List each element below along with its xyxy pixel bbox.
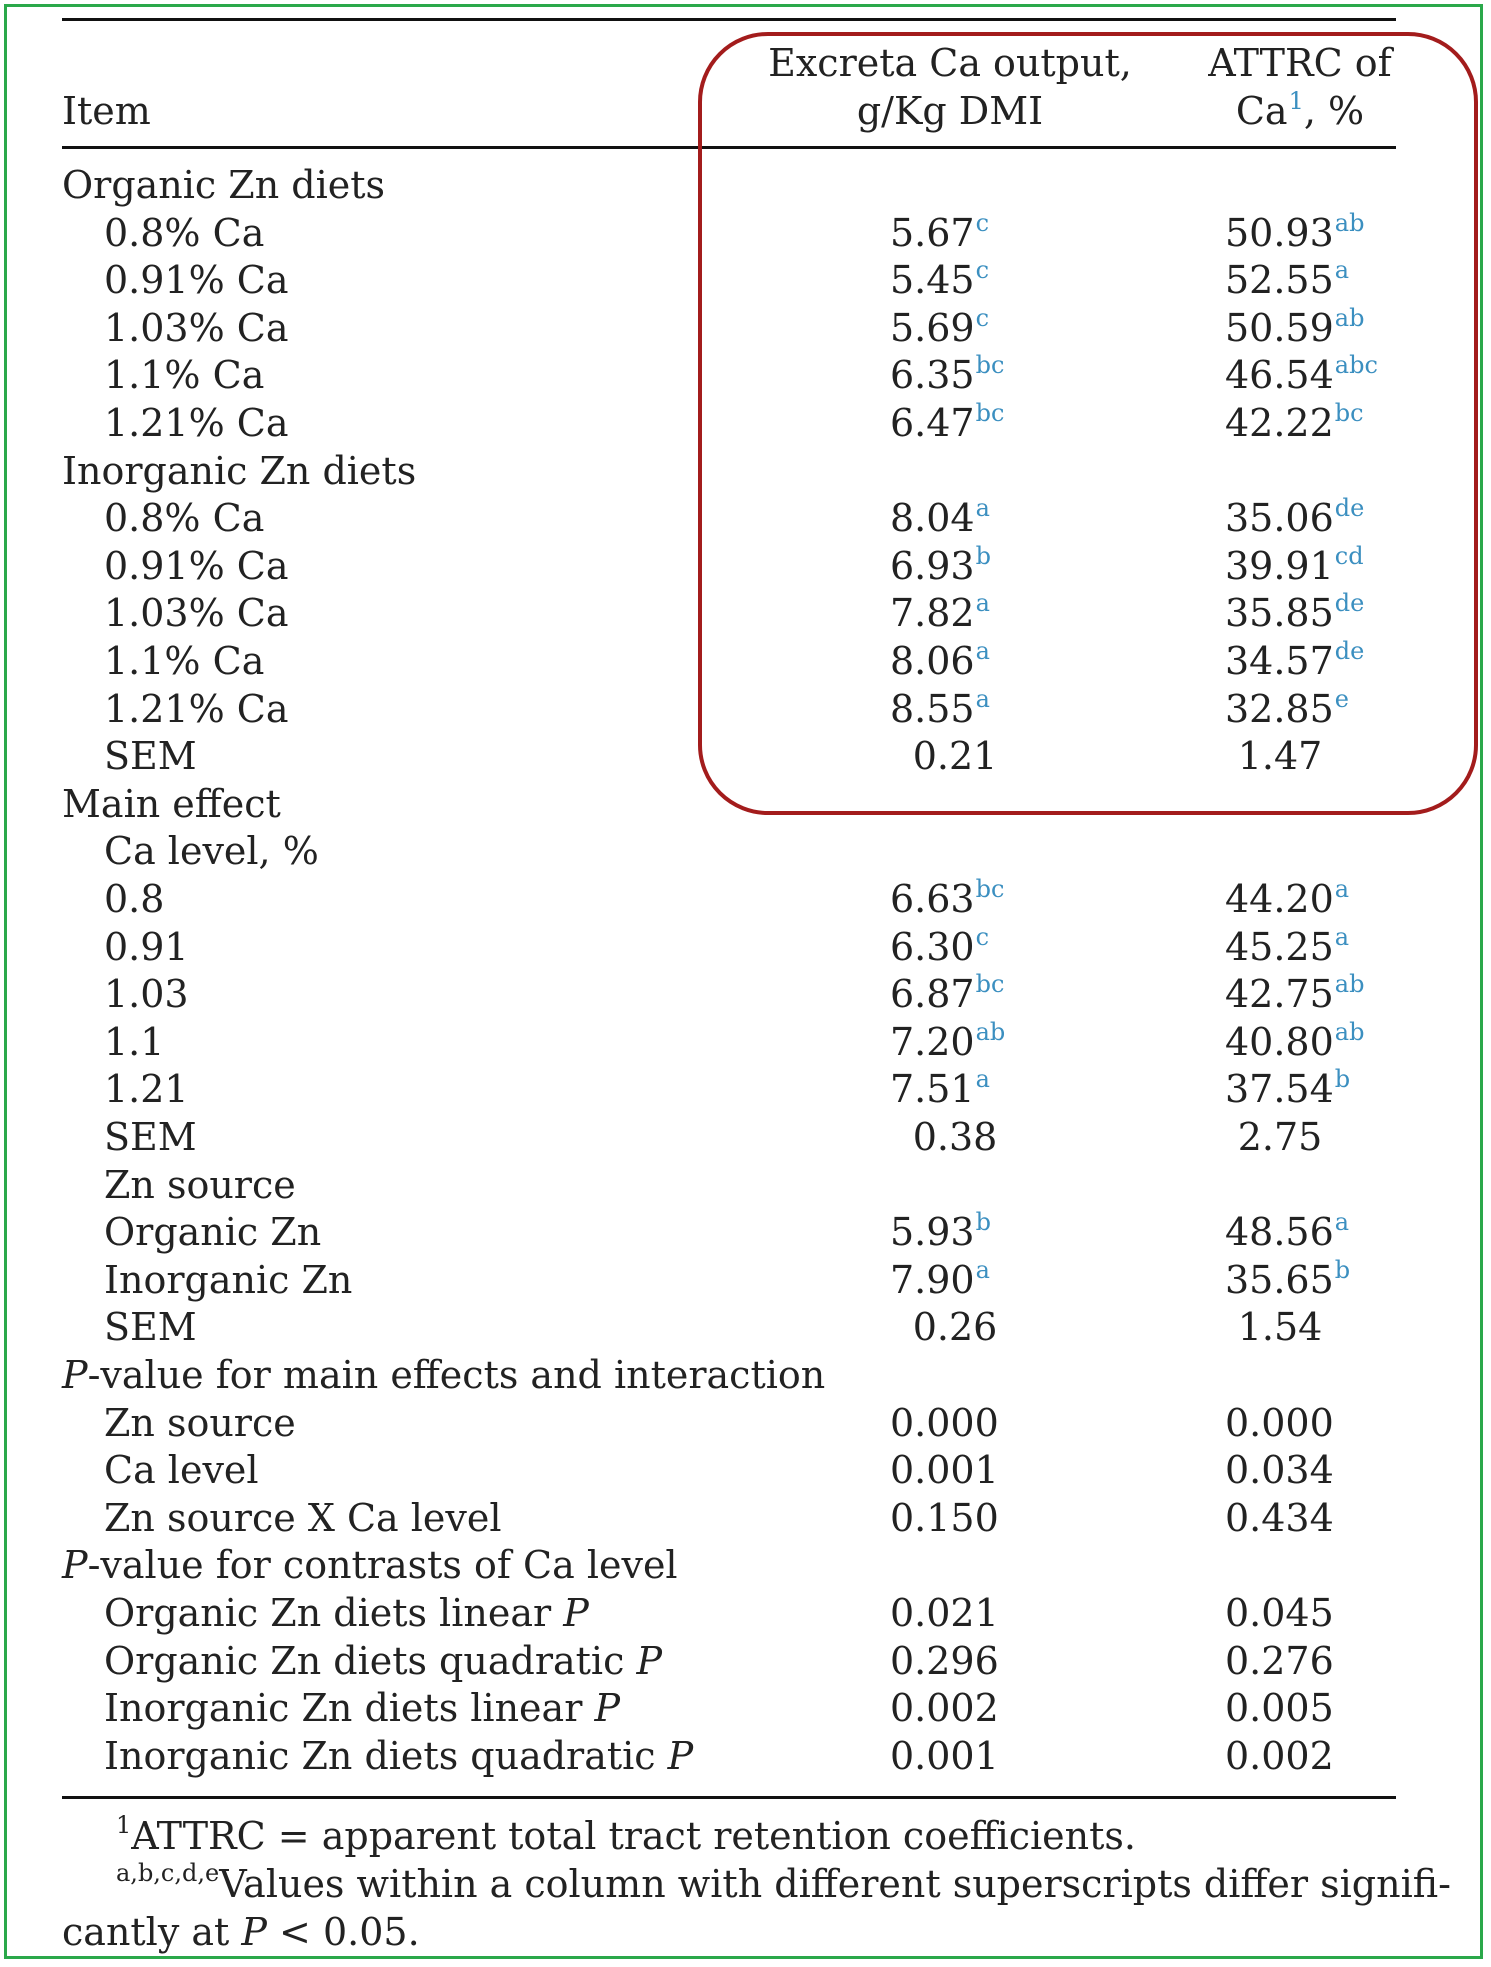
excreta-ca-value-superscript: b [975,542,991,570]
footnote-3-pre: cantly at [62,1910,242,1954]
attrc-value-number: 2.75 [1237,1115,1323,1159]
attrc-value [1220,1304,1340,1350]
attrc-value-number: 46.54 [1225,353,1334,397]
row-label [104,1304,197,1350]
attrc-value [1220,733,1340,779]
row-label-italic-p: P [667,1734,694,1778]
attrc-value [1225,686,1349,732]
excreta-ca-value-superscript: a [975,494,990,522]
row-label [62,162,385,208]
row-label-text: 0.91% Ca [104,258,289,302]
row-label [104,876,164,922]
excreta-ca-value-number: 0.296 [890,1639,999,1683]
excreta-ca-value [890,305,989,351]
row-label-text: 1.1% Ca [104,639,265,683]
row-label-text: Ca level, % [104,829,319,873]
row-label [104,1114,197,1160]
attrc-value-superscript: b [1334,1256,1351,1284]
attrc-value-superscript: a [1334,1208,1350,1236]
excreta-ca-value-number: 7.51 [890,1067,975,1111]
row-label [104,257,289,303]
attrc-value [1225,1590,1334,1636]
excreta-ca-value [890,1209,991,1255]
attrc-value-number: 48.56 [1225,1210,1334,1254]
attrc-value-superscript: ab [1334,304,1365,332]
excreta-ca-value-superscript: a [975,1065,990,1093]
row-label-text: Main effect [62,782,281,826]
attrc-value [1225,1257,1350,1303]
row-label [62,1352,825,1398]
row-label [104,1162,296,1208]
row-label [104,1447,259,1493]
row-label-text: Organic Zn diets quadratic [104,1639,637,1683]
header-col1-line2: g/Kg DMI [856,89,1044,133]
excreta-ca-value-number: 5.45 [890,258,975,302]
excreta-ca-value-number: 5.67 [890,211,975,255]
excreta-ca-value [890,590,990,636]
attrc-value-superscript: bc [1334,399,1364,427]
attrc-value-number: 39.91 [1225,544,1334,588]
row-label [104,305,289,351]
excreta-ca-value-number: 0.38 [912,1115,998,1159]
row-label [62,1542,678,1588]
row-label [104,733,197,779]
attrc-value [1225,495,1364,541]
row-label [104,828,319,874]
attrc-value-superscript: ab [1334,970,1365,998]
row-label-text: 1.1 [104,1020,165,1064]
attrc-value-number: 40.80 [1225,1020,1334,1064]
excreta-ca-value-number: 0.002 [890,1686,999,1730]
excreta-ca-value-superscript: c [975,256,990,284]
row-label [104,924,189,970]
row-label [104,1257,352,1303]
row-label-text: Organic Zn diets [62,163,385,207]
excreta-ca-value-number: 0.000 [890,1401,999,1445]
row-label-text: Inorganic Zn diets [62,449,417,493]
excreta-ca-value-superscript: bc [975,399,1005,427]
row-label [104,495,264,541]
attrc-value-number: 35.85 [1225,591,1334,635]
excreta-ca-value-superscript: ab [975,1018,1006,1046]
excreta-ca-value-number: 7.82 [890,591,975,635]
row-label-text: 1.03 [104,972,189,1016]
excreta-ca-value [890,924,989,970]
attrc-value [1225,210,1364,256]
row-label [104,1495,502,1541]
header-col2-ca: Ca [1235,89,1288,133]
row-label-text: SEM [104,1305,197,1349]
excreta-ca-value [890,1733,999,1779]
attrc-value [1225,1400,1334,1446]
excreta-ca-value-superscript: b [975,1208,991,1236]
row-label-text: Organic Zn diets linear [104,1591,564,1635]
excreta-ca-value [890,1400,999,1446]
row-label [104,352,264,398]
excreta-ca-value [890,257,989,303]
excreta-ca-value [895,733,1015,779]
row-label-italic-p: P [62,1543,88,1587]
row-label [104,1019,164,1065]
excreta-ca-value-number: 0.26 [912,1305,998,1349]
attrc-value-number: 50.59 [1225,306,1334,350]
attrc-value [1225,1066,1350,1112]
excreta-ca-value-number: 0.150 [890,1496,999,1540]
attrc-value [1225,1495,1334,1541]
row-label-text: 1.1% Ca [104,353,265,397]
attrc-value-number: 42.22 [1225,401,1334,445]
row-label-text: Inorganic Zn [104,1258,353,1302]
row-label-text: 0.91% Ca [104,544,289,588]
attrc-value [1225,924,1349,970]
attrc-value [1225,590,1364,636]
row-label [62,781,281,827]
excreta-ca-value-number: 7.20 [890,1020,975,1064]
attrc-value-number: 0.276 [1225,1639,1334,1683]
attrc-value [1225,543,1364,589]
excreta-ca-value-superscript: a [975,637,990,665]
footnote-2 [116,1860,1451,1908]
row-label-text: 1.03% Ca [104,306,289,350]
attrc-value-number: 45.25 [1225,925,1334,969]
row-label [104,1638,662,1684]
excreta-ca-value-number: 8.06 [890,639,975,683]
row-label [104,1400,296,1446]
footnote-1-text: ATTRC = apparent total tract retention coefficients. [131,1814,1136,1858]
excreta-ca-value [890,1495,999,1541]
row-label [104,1685,620,1731]
row-label-text: 1.21% Ca [104,687,289,731]
row-label-text: 1.21 [104,1067,189,1111]
excreta-ca-value-number: 0.001 [890,1448,999,1492]
footnote-1 [116,1812,1136,1860]
attrc-value-number: 34.57 [1225,639,1334,683]
attrc-value-number: 50.93 [1225,211,1334,255]
row-label [104,686,289,732]
top-rule [62,18,1396,21]
attrc-value-number: 0.005 [1225,1686,1334,1730]
row-label [104,638,264,684]
attrc-value [1225,400,1364,446]
excreta-ca-value [890,210,989,256]
attrc-value-superscript: b [1334,1065,1351,1093]
header-item: Item [62,89,151,133]
attrc-value [1225,1733,1334,1779]
attrc-value-number: 1.47 [1237,734,1323,778]
row-label-text: 0.8 [104,877,165,921]
row-label-text: 0.8% Ca [104,496,265,540]
attrc-value-superscript: de [1334,494,1365,522]
attrc-value [1225,971,1364,1017]
attrc-value-number: 0.045 [1225,1591,1334,1635]
footnote-3-italic-p: P [241,1910,267,1954]
excreta-ca-value-superscript: c [975,209,990,237]
row-label [104,1066,189,1112]
excreta-ca-value [890,686,990,732]
attrc-value [1225,1685,1334,1731]
excreta-ca-value [890,1685,999,1731]
row-label-text: Zn source [104,1401,296,1445]
row-label [104,971,189,1017]
excreta-ca-value-superscript: c [975,923,990,951]
attrc-value [1225,638,1364,684]
excreta-ca-value-number: 8.04 [890,496,975,540]
excreta-ca-value [895,1114,1015,1160]
attrc-value [1225,876,1349,922]
excreta-ca-value [890,1638,999,1684]
attrc-value-number: 35.06 [1225,496,1334,540]
bottom-rule [62,1796,1396,1799]
header-col2-line2 [1180,88,1420,134]
attrc-value [1220,1114,1340,1160]
attrc-value [1225,1638,1334,1684]
attrc-value-superscript: cd [1334,542,1364,570]
attrc-value [1225,1209,1349,1255]
header-col1-line1: Excreta Ca output, [768,41,1132,85]
row-label-italic-p: P [636,1639,663,1683]
attrc-value-number: 42.75 [1225,972,1334,1016]
excreta-ca-value-number: 8.55 [890,687,975,731]
attrc-value-superscript: a [1334,923,1350,951]
attrc-value-number: 37.54 [1225,1067,1334,1111]
row-label [104,400,289,446]
row-label-text: Ca level [104,1448,259,1492]
attrc-value [1225,352,1378,398]
excreta-ca-value-superscript: a [975,589,990,617]
row-label-text: 1.03% Ca [104,591,289,635]
footnote-3 [62,1908,420,1956]
attrc-value-superscript: a [1334,256,1350,284]
excreta-ca-value-number: 6.47 [890,401,975,445]
row-label [62,448,416,494]
attrc-value-superscript: de [1334,637,1365,665]
excreta-ca-value [890,971,1004,1017]
footnote-2-text: Values within a column with different superscripts differ signifi- [219,1862,1451,1906]
excreta-ca-value-number: 6.63 [890,877,975,921]
row-label-text: Organic Zn [104,1210,322,1254]
excreta-ca-value-number: 6.93 [890,544,975,588]
excreta-ca-value-superscript: c [975,304,990,332]
excreta-ca-value [890,876,1004,922]
footnote-1-marker: 1 [116,1811,132,1839]
excreta-ca-value-number: 0.21 [912,734,998,778]
row-label [104,543,289,589]
excreta-ca-value [890,1590,999,1636]
attrc-value-number: 35.65 [1225,1258,1334,1302]
attrc-value-number: 0.034 [1225,1448,1334,1492]
excreta-ca-value [890,1257,990,1303]
row-label-text: SEM [104,1115,197,1159]
header-col2-unit: , % [1303,89,1365,133]
excreta-ca-value-superscript: a [975,685,990,713]
excreta-ca-value [890,1019,1005,1065]
excreta-ca-value [890,1447,999,1493]
excreta-ca-value-number: 7.90 [890,1258,975,1302]
excreta-ca-value-superscript: bc [975,875,1005,903]
excreta-ca-value [890,638,990,684]
attrc-value-number: 1.54 [1237,1305,1323,1349]
row-label-text: 0.8% Ca [104,211,265,255]
excreta-ca-value [895,1304,1015,1350]
attrc-value-number: 32.85 [1225,687,1334,731]
row-label [104,1209,321,1255]
excreta-ca-value-number: 5.69 [890,306,975,350]
excreta-ca-value-superscript: bc [975,351,1005,379]
excreta-ca-value-number: 6.30 [890,925,975,969]
excreta-ca-value-superscript: bc [975,970,1005,998]
row-label-italic-p: P [594,1686,621,1730]
row-label-text: 0.91 [104,925,189,969]
row-label [104,210,264,256]
footnote-3-post: < 0.05. [266,1910,420,1954]
excreta-ca-value [890,543,991,589]
row-label-italic-p: P [563,1591,589,1635]
row-label-text: Inorganic Zn diets quadratic [104,1734,668,1778]
attrc-value [1225,1019,1364,1065]
attrc-value [1225,305,1364,351]
excreta-ca-value [890,400,1004,446]
attrc-value-superscript: de [1334,589,1365,617]
excreta-ca-value-superscript: a [975,1256,990,1284]
attrc-value-number: 0.002 [1225,1734,1334,1778]
attrc-value-superscript: e [1334,685,1349,713]
attrc-value [1225,1447,1334,1493]
row-label-italic-p: P [62,1353,88,1397]
row-label-text: SEM [104,734,197,778]
excreta-ca-value [890,352,1004,398]
excreta-ca-value [890,1066,990,1112]
footnote-2-marker: a,b,c,d,e [116,1859,220,1887]
attrc-value-number: 0.434 [1225,1496,1334,1540]
excreta-ca-value-number: 5.93 [890,1210,975,1254]
row-label-text: Inorganic Zn diets linear [104,1686,595,1730]
attrc-value-superscript: abc [1334,351,1378,379]
attrc-value-number: 44.20 [1225,877,1334,921]
row-label-text: Zn source [104,1163,296,1207]
attrc-value-number: 52.55 [1225,258,1334,302]
attrc-value-number: 0.000 [1225,1401,1334,1445]
row-label-text: Zn source X Ca level [104,1496,502,1540]
row-label [104,1590,589,1636]
row-label [104,1733,693,1779]
row-label [104,590,289,636]
attrc-value [1225,257,1349,303]
row-label-text: -value for main effects and interaction [87,1353,826,1397]
excreta-ca-value-number: 6.87 [890,972,975,1016]
row-label-text: -value for contrasts of Ca level [87,1543,678,1587]
header-col2-footnote-ref: 1 [1288,87,1304,115]
excreta-ca-value [890,495,990,541]
excreta-ca-value-number: 0.001 [890,1734,999,1778]
row-label-text: 1.21% Ca [104,401,289,445]
attrc-value-superscript: ab [1334,1018,1365,1046]
header-col2-line1: ATTRC of [1208,41,1392,85]
excreta-ca-value-number: 6.35 [890,353,975,397]
attrc-value-superscript: a [1334,875,1350,903]
excreta-ca-value-number: 0.021 [890,1591,999,1635]
attrc-value-superscript: ab [1334,209,1365,237]
